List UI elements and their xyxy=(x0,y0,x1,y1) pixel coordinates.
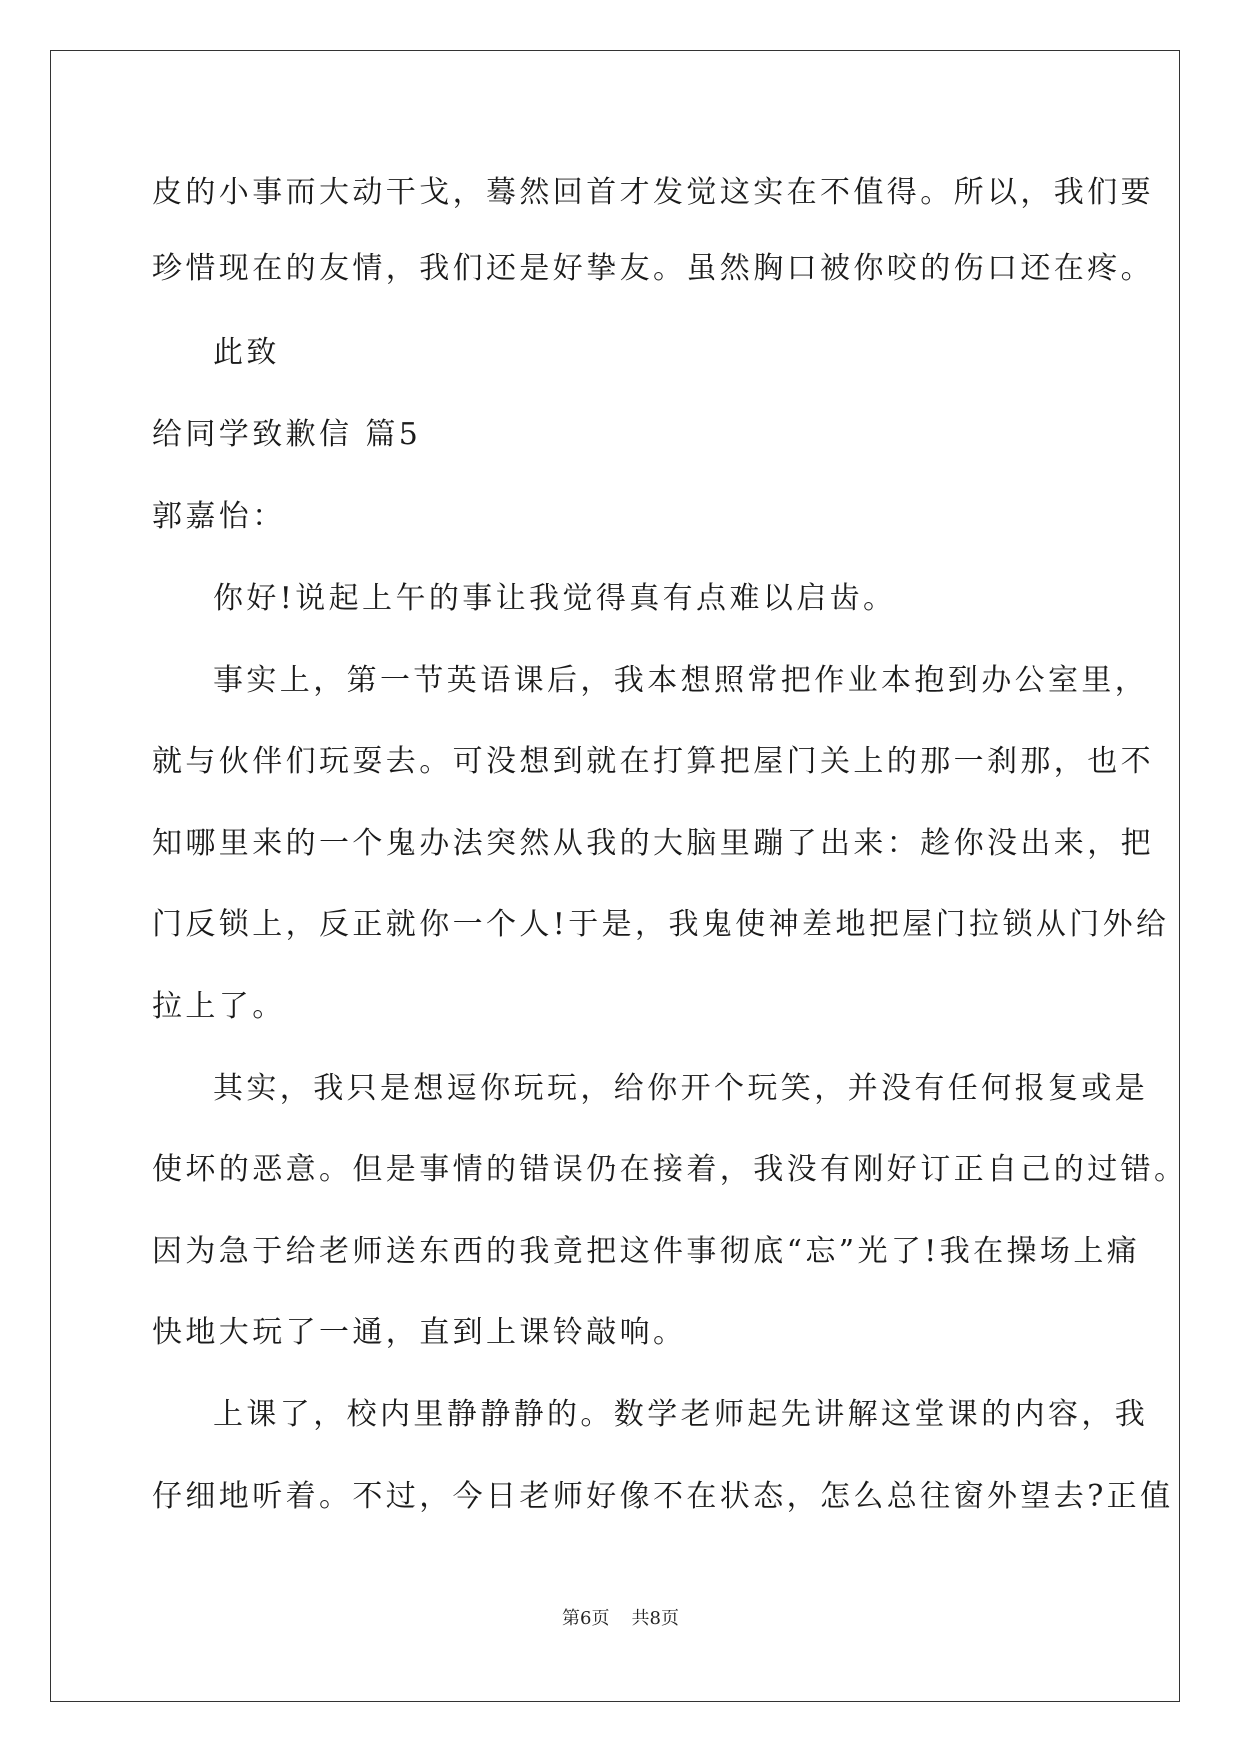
body-line: 其实，我只是想逗你玩玩，给你开个玩笑，并没有任何报复或是 xyxy=(213,1071,1149,1106)
page-number: 第6页 xyxy=(562,1608,610,1629)
body-line: 拉上了。 xyxy=(152,989,286,1024)
letter-greeting: 郭嘉怡： xyxy=(152,499,286,534)
closing-salutation: 此致 xyxy=(213,335,280,370)
body-line: 因为急于给老师送东西的我竟把这件事彻底“忘”光了!我在操场上痛 xyxy=(152,1234,1141,1269)
body-line: 仔细地听着。不过，今日老师好像不在状态，怎么总往窗外望去?正值 xyxy=(152,1479,1174,1514)
page-border xyxy=(50,50,1180,1702)
page-total: 共8页 xyxy=(631,1608,679,1629)
section-heading: 给同学致歉信 篇5 xyxy=(152,417,422,452)
body-line: 珍惜现在的友情，我们还是好挚友。虽然胸口被你咬的伤口还在疼。 xyxy=(152,251,1154,286)
body-line: 皮的小事而大动干戈，蓦然回首才发觉这实在不值得。所以，我们要 xyxy=(152,175,1154,210)
body-line: 事实上，第一节英语课后，我本想照常把作业本抱到办公室里， xyxy=(213,663,1149,698)
body-line: 上课了，校内里静静静的。数学老师起先讲解这堂课的内容，我 xyxy=(213,1397,1149,1432)
body-line: 知哪里来的一个鬼办法突然从我的大脑里蹦了出来：趁你没出来，把 xyxy=(152,826,1154,861)
body-line: 门反锁上，反正就你一个人!于是，我鬼使神差地把屋门拉锁从门外给 xyxy=(152,907,1170,942)
body-line: 你好!说起上午的事让我觉得真有点难以启齿。 xyxy=(213,581,897,616)
body-line: 就与伙伴们玩耍去。可没想到就在打算把屋门关上的那一刹那，也不 xyxy=(152,744,1154,779)
body-line: 使坏的恶意。但是事情的错误仍在接着，我没有刚好订正自己的过错。 xyxy=(152,1152,1188,1187)
body-line: 快地大玩了一通，直到上课铃敲响。 xyxy=(152,1315,687,1350)
page-footer xyxy=(0,1607,1241,1631)
